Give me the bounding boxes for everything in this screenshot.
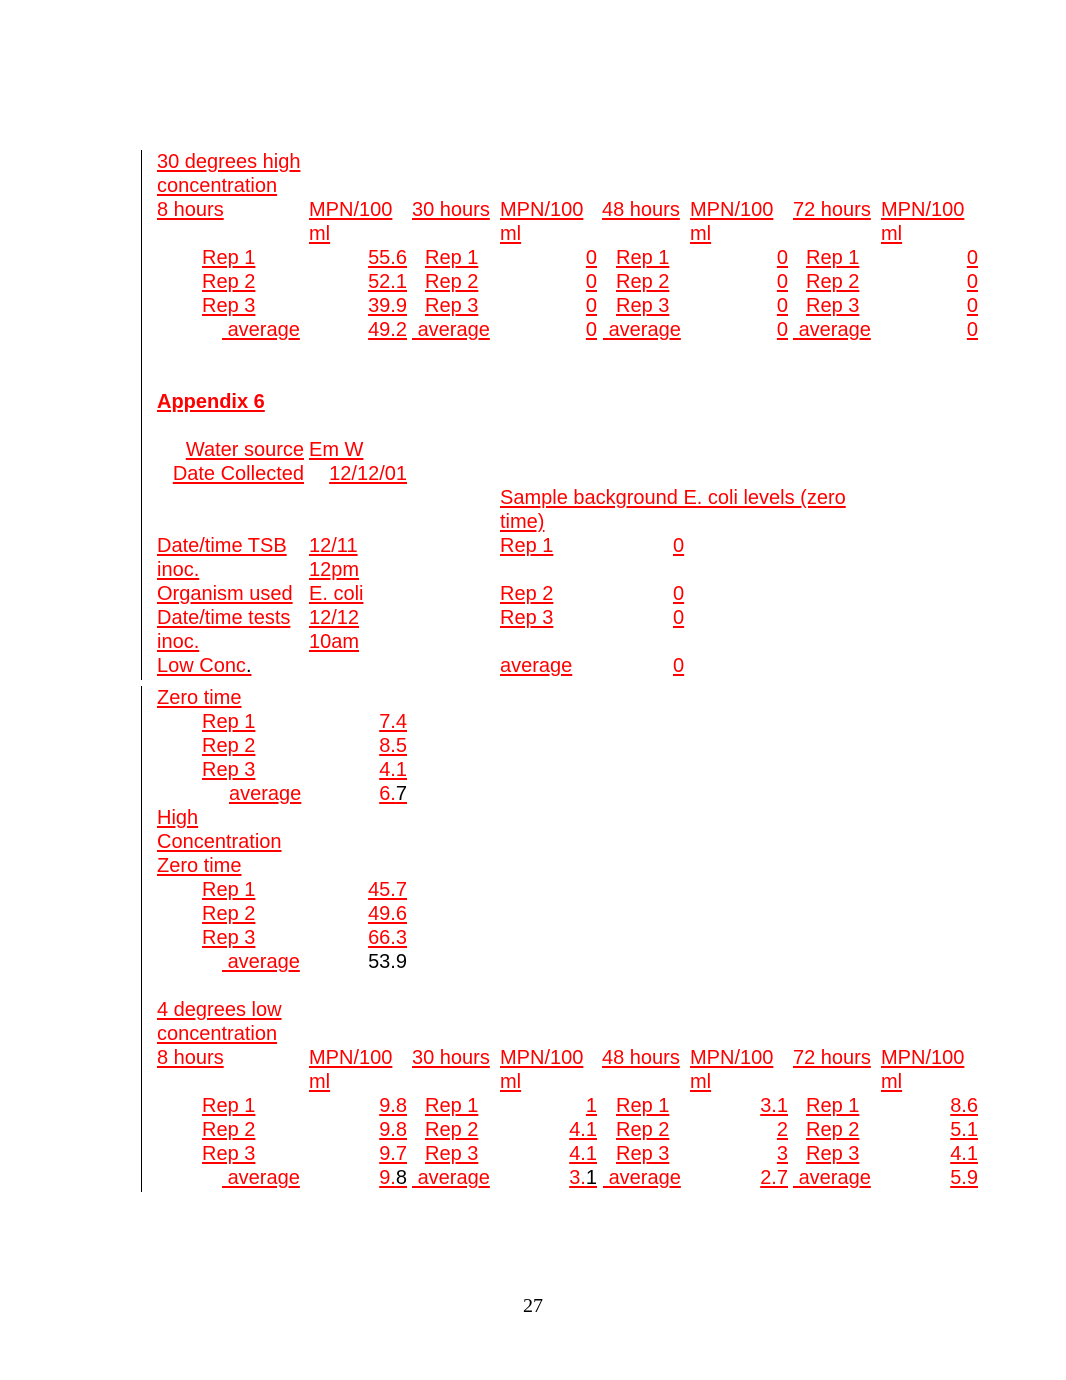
average-value: 9.8 — [379, 1167, 407, 1189]
rep-label: Rep 1 — [202, 247, 256, 269]
rep-label: Rep 1 — [202, 1095, 256, 1117]
tsb-label: Date/time TSB — [157, 535, 287, 557]
value-cell: 0 — [776, 295, 788, 317]
date-collected-value: 12/12/01 — [329, 463, 407, 485]
value-cell: 55.6 — [368, 247, 407, 269]
value-cell: 5.1 — [950, 1119, 978, 1141]
column-header-unit: ml — [500, 223, 522, 245]
average-label: average — [227, 319, 300, 341]
tests-value: 10am — [309, 631, 360, 653]
value-cell: 4.1 — [569, 1119, 597, 1141]
column-header-48-hours: 48 hours — [602, 199, 680, 221]
tests-value: 12/12 — [309, 607, 360, 629]
value-cell: 0 — [966, 295, 978, 317]
average-label: average — [227, 951, 300, 973]
tsb-value: 12/11 — [309, 535, 358, 557]
rep-label: Rep 3 — [202, 1143, 256, 1165]
rep-label: Rep 1 — [806, 1095, 860, 1117]
column-header-unit: MPN/100 — [881, 1047, 965, 1069]
column-header-8-hours: 8 hours — [157, 1047, 224, 1069]
column-header-unit: ml — [309, 223, 331, 245]
section-title: Concentration — [157, 831, 282, 853]
change-bar — [141, 150, 142, 680]
rep-label: Rep 1 — [425, 247, 479, 269]
rep-label: Rep 2 — [202, 903, 256, 925]
date-collected-label: Date Collected — [172, 463, 304, 485]
value-cell: 0 — [673, 583, 685, 605]
low-conc-label: Low Conc. — [157, 655, 252, 677]
page-number: 27 — [523, 1295, 543, 1317]
value-cell: 4.1 — [569, 1143, 597, 1165]
rep-label: Rep 2 — [425, 271, 479, 293]
rep-label: Rep 1 — [616, 1095, 670, 1117]
value-cell: 0 — [585, 247, 597, 269]
organism-value: E. coli — [309, 583, 364, 605]
section-title: concentration — [157, 1023, 278, 1045]
average-value: 2.7 — [760, 1167, 788, 1189]
average-value: 6.7 — [379, 783, 407, 805]
rep-label: Rep 3 — [425, 295, 479, 317]
rep-label: Rep 2 — [202, 271, 256, 293]
column-header-unit: ml — [881, 223, 903, 245]
section-title: 30 degrees high — [157, 151, 301, 173]
average-label: average — [417, 1167, 490, 1189]
column-header-unit: MPN/100 — [500, 1047, 584, 1069]
background-title: time) — [500, 511, 545, 533]
average-label: average — [229, 783, 302, 805]
value-cell: 45.7 — [368, 879, 407, 901]
column-header-unit: ml — [690, 1071, 712, 1093]
section-title: Zero time — [157, 687, 242, 709]
value-cell: 0 — [585, 271, 597, 293]
average-label: average — [608, 319, 681, 341]
value-cell: 1 — [585, 1095, 597, 1117]
value-cell: 7.4 — [379, 711, 407, 733]
average-value: 53.9 — [368, 951, 407, 973]
value-cell: 9.7 — [379, 1143, 407, 1165]
column-header-unit: MPN/100 — [690, 1047, 774, 1069]
rep-label: Rep 1 — [202, 879, 256, 901]
column-header-48-hours: 48 hours — [602, 1047, 680, 1069]
rep-label: Rep 2 — [616, 1119, 670, 1141]
column-header-72-hours: 72 hours — [793, 199, 871, 221]
rep-label: Rep 2 — [500, 583, 554, 605]
column-header-unit: ml — [690, 223, 712, 245]
average-value: 0 — [966, 319, 978, 341]
value-cell: 0 — [776, 271, 788, 293]
average-value: 49.2 — [368, 319, 407, 341]
value-cell: 3.1 — [760, 1095, 788, 1117]
rep-label: Rep 1 — [425, 1095, 479, 1117]
appendix-heading: Appendix 6 — [157, 391, 265, 413]
water-source-label: Water source — [185, 439, 304, 461]
rep-label: Rep 3 — [425, 1143, 479, 1165]
column-header-unit: MPN/100 — [881, 199, 965, 221]
column-header-unit: ml — [500, 1071, 522, 1093]
rep-label: Rep 1 — [806, 247, 860, 269]
column-header-unit: ml — [881, 1071, 903, 1093]
average-label: average — [608, 1167, 681, 1189]
tsb-value: 12pm — [309, 559, 360, 581]
section-title: 4 degrees low — [157, 999, 282, 1021]
rep-label: Rep 2 — [806, 271, 860, 293]
average-label: average — [227, 1167, 300, 1189]
average-label: average — [798, 319, 871, 341]
value-cell: 0 — [585, 295, 597, 317]
rep-label: Rep 2 — [202, 735, 256, 757]
rep-label: Rep 2 — [806, 1119, 860, 1141]
rep-label: Rep 1 — [616, 247, 670, 269]
value-cell: 0 — [966, 271, 978, 293]
value-cell: 4.1 — [950, 1143, 978, 1165]
rep-label: Rep 3 — [806, 295, 860, 317]
value-cell: 3 — [776, 1143, 788, 1165]
section-title: Zero time — [157, 855, 242, 877]
section-title: concentration — [157, 175, 278, 197]
section-title: High — [157, 807, 199, 829]
value-cell: 4.1 — [379, 759, 407, 781]
average-value: 0 — [673, 655, 685, 677]
column-header-30-hours: 30 hours — [412, 1047, 490, 1069]
rep-label: Rep 1 — [202, 711, 256, 733]
change-bar — [141, 686, 142, 1192]
column-header-unit: MPN/100 — [690, 199, 774, 221]
rep-label: Rep 1 — [500, 535, 554, 557]
rep-label: Rep 3 — [806, 1143, 860, 1165]
column-header-unit: MPN/100 — [309, 1047, 393, 1069]
value-cell: 0 — [673, 535, 685, 557]
column-header-unit: MPN/100 — [500, 199, 584, 221]
value-cell: 39.9 — [368, 295, 407, 317]
value-cell: 8.5 — [379, 735, 407, 757]
column-header-72-hours: 72 hours — [793, 1047, 871, 1069]
rep-label: Rep 3 — [616, 1143, 670, 1165]
rep-label: Rep 3 — [616, 295, 670, 317]
rep-label: Rep 2 — [616, 271, 670, 293]
average-label: average — [500, 655, 573, 677]
average-label: average — [798, 1167, 871, 1189]
rep-label: Rep 2 — [202, 1119, 256, 1141]
water-source-value: Em W — [309, 439, 364, 461]
value-cell: 52.1 — [368, 271, 407, 293]
rep-label: Rep 3 — [202, 295, 256, 317]
column-header-unit: ml — [309, 1071, 331, 1093]
value-cell: 0 — [966, 247, 978, 269]
column-header-unit: MPN/100 — [309, 199, 393, 221]
rep-label: Rep 3 — [202, 927, 256, 949]
value-cell: 0 — [673, 607, 685, 629]
average-value: 0 — [585, 319, 597, 341]
value-cell: 9.8 — [379, 1119, 407, 1141]
rep-label: Rep 3 — [202, 759, 256, 781]
value-cell: 9.8 — [379, 1095, 407, 1117]
value-cell: 49.6 — [368, 903, 407, 925]
tests-label: Date/time tests — [157, 607, 291, 629]
value-cell: 2 — [776, 1119, 788, 1141]
average-label: average — [417, 319, 490, 341]
column-header-30-hours: 30 hours — [412, 199, 490, 221]
average-value: 5.9 — [950, 1167, 978, 1189]
value-cell: 8.6 — [950, 1095, 978, 1117]
tests-label: inoc. — [157, 631, 200, 653]
rep-label: Rep 2 — [425, 1119, 479, 1141]
average-value: 0 — [776, 319, 788, 341]
rep-label: Rep 3 — [500, 607, 554, 629]
value-cell: 0 — [776, 247, 788, 269]
background-title: Sample background E. coli levels (zero — [500, 487, 846, 509]
value-cell: 66.3 — [368, 927, 407, 949]
average-value: 3.1 — [569, 1167, 597, 1189]
organism-label: Organism used — [157, 583, 293, 605]
tsb-label: inoc. — [157, 559, 200, 581]
column-header-8-hours: 8 hours — [157, 199, 224, 221]
